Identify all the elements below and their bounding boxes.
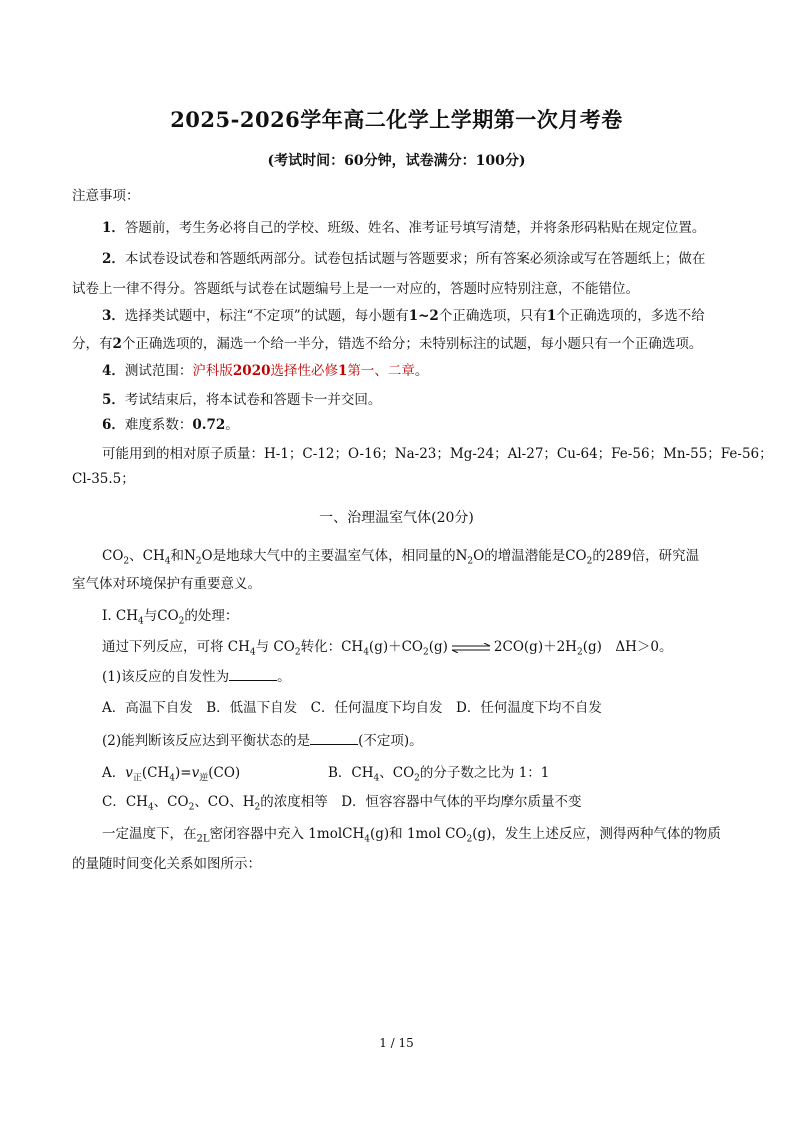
question-2 [102, 729, 423, 749]
note-5-text: 考试结束后，将本试卷和答题卡一并交回。 [124, 392, 382, 408]
sub-4: 4 [138, 616, 144, 627]
atomic-mass-line-1: 可能用到的相对原子质量：H-1；C-12；O-16；Na-23；Mg-24；Al-27；Cu-64；Fe-56；Mn-55；Fe-56； [102, 446, 773, 462]
option-b-b: 、CO [379, 765, 415, 781]
question-2-option-a [102, 761, 240, 784]
note-3-text-a1: 选择类试题中，标注“不定项”的试题，每小题有 [124, 308, 409, 324]
final-line-1 [102, 822, 721, 845]
intro-line-2: 室气体对环境保护有重要意义。 [72, 576, 261, 592]
option-b-a: B．CH [328, 765, 374, 781]
answer-blank[interactable] [229, 668, 277, 681]
note-4-end: 。 [414, 363, 429, 379]
note-2-number: 2． [102, 251, 125, 267]
note-2-line-1 [102, 247, 705, 267]
note-4 [102, 359, 428, 379]
question-2-text: (2)能判断该反应达到平衡状态的是 [102, 733, 311, 749]
note-3-bold-1: 1~2 [408, 308, 439, 324]
reaction-m1: 与 CO [255, 639, 295, 655]
note-2-text-a: 本试卷设试卷和答题纸两部分。试卷包括试题与答题要求；所有答案必须涂或写在答题纸上；做在 [124, 251, 706, 267]
option-a-label: A． [102, 765, 126, 781]
sub-2: 2 [414, 773, 420, 784]
note-4-scope-3: 第一、二章 [347, 363, 415, 379]
note-4-scope-2: 选择性必修 [270, 363, 338, 379]
sub-4: 4 [373, 773, 380, 784]
sub-2: 2 [467, 556, 474, 567]
notes-heading: 注意事项： [72, 188, 140, 204]
exam-subtitle: (考试时间：60分钟，试卷满分：100分) [267, 153, 526, 169]
intro-ch4: 、CH [129, 548, 165, 564]
option-c-b: 、CO [153, 794, 189, 810]
sub-2: 2 [254, 802, 261, 813]
note-3-bold-2: 1 [546, 308, 557, 324]
question-1-end: 。 [277, 669, 291, 685]
rate-symbol: v [191, 765, 200, 781]
reaction-m2: 转化：CH [300, 639, 364, 655]
question-1 [102, 665, 291, 685]
note-3-line-2 [72, 332, 702, 352]
note-5-number: 5． [102, 392, 125, 408]
intro-text-a: O是地球大气中的主要温室气体，相同量的N [201, 548, 468, 564]
note-6-text: 难度系数： [124, 417, 193, 433]
final-c: (g)和 1mol CO [369, 826, 467, 842]
option-b-c: 的分子数之比为 1：1 [419, 765, 550, 781]
part-1-heading [102, 604, 238, 627]
option-c-c: 、CO、H [194, 794, 255, 810]
note-3-text-b1: 分，有 [72, 336, 113, 352]
note-4-scope-1: 沪科版 [192, 363, 233, 379]
sub-2: 2 [178, 616, 185, 627]
atomic-mass-line-2: Cl-35.5； [72, 471, 135, 487]
note-3-bold-3: 2 [112, 336, 122, 352]
note-4-text: 测试范围： [124, 363, 193, 379]
sub-4: 4 [249, 647, 256, 658]
sub-2: 2 [466, 834, 473, 845]
note-6-end: 。 [225, 417, 239, 433]
final-d: (g)，发生上述反应，测得两种气体的物质 [472, 826, 721, 842]
sub-2: 2 [576, 647, 583, 658]
question-1-text: (1)该反应的自发性为 [102, 669, 230, 685]
option-a-b: (CH [141, 765, 170, 781]
sub-4: 4 [169, 773, 176, 784]
final-b: 密闭容器中充入 1molCH [209, 826, 365, 842]
note-6-number: 6． [102, 417, 125, 433]
sub-4: 4 [363, 647, 369, 658]
rate-symbol: v [125, 765, 133, 781]
sub-2: 2 [123, 556, 130, 567]
sub-4: 4 [147, 802, 154, 813]
note-3-text-a3: 个正确选项的，多选不给 [556, 308, 705, 324]
exam-title: 2025-2026学年高二化学上学期第一次月考卷 [170, 107, 623, 132]
equilibrium-arrow-icon [450, 643, 492, 653]
reaction-m6: (g) ΔH＞0。 [582, 639, 673, 655]
note-4-scope-vol: 1 [337, 363, 348, 379]
note-4-number: 4． [102, 363, 125, 379]
part-1-a: I. CH [102, 608, 139, 624]
reaction-m4: (g) [428, 639, 448, 655]
question-1-options: A．高温下自发 B．低温下自发 C．任何温度下均自发 D．任何温度下均不自发 [102, 700, 602, 716]
option-a-d: (CO) [208, 765, 241, 781]
note-3-text-a2: 个正确选项，只有 [438, 308, 547, 324]
intro-line-1 [102, 544, 699, 567]
sub-4: 4 [364, 834, 370, 845]
note-2-line-2: 试卷上一律不得分。答题纸与试卷在试题编号上是一一对应的，答题时应特别注意，不能错位。 [72, 281, 639, 297]
final-line-2: 的量随时间变化关系如图所示： [72, 856, 261, 872]
note-5 [102, 388, 381, 408]
section-title: 一、治理温室气体(20分) [319, 510, 474, 526]
note-4-scope-year: 2020 [232, 363, 271, 379]
intro-text-b: O的增温潜能是CO [473, 548, 587, 564]
reverse-sub: 逆 [199, 773, 209, 784]
forward-sub: 正 [132, 773, 142, 784]
sub-2: 2 [195, 556, 202, 567]
note-6 [102, 413, 239, 433]
reaction-line [102, 635, 672, 658]
question-2-option-b [328, 761, 549, 784]
answer-blank[interactable] [310, 732, 358, 745]
final-a: 一定温度下，在 [102, 826, 197, 842]
question-2-options-cd [102, 790, 582, 813]
option-c-a: C．CH [102, 794, 148, 810]
reaction-pre: 通过下列反应，可将 CH [102, 639, 250, 655]
note-3-line-1 [102, 304, 705, 324]
note-1-text: 答题前，考生务必将自己的学校、班级、姓名、准考证号填写清楚，并将条形码粘贴在规定位置。 [124, 220, 706, 236]
intro-co2-a: CO [102, 548, 124, 564]
sub-4: 4 [164, 556, 171, 567]
option-c-d: 的浓度相等 D．恒容容器中气体的平均摩尔质量不变 [260, 794, 582, 810]
sub-2: 2 [188, 802, 195, 813]
page-number: 1 / 15 [379, 1036, 414, 1050]
intro-n2o-a: 和N [170, 548, 196, 564]
reaction-m5: 2CO(g)＋2H [493, 639, 577, 655]
question-2-end: (不定项)。 [358, 733, 423, 749]
note-3-text-b2: 个正确选项的，漏选一个给一半分，错选不给分；未特别标注的试题，每小题只有一个正确选项。 [121, 336, 703, 352]
note-1-number: 1． [102, 220, 125, 236]
reaction-m3: (g)＋CO [368, 639, 423, 655]
sub-2: 2 [586, 556, 593, 567]
note-6-value: 0.72 [192, 417, 226, 433]
volume-sub: 2L [196, 833, 210, 845]
intro-text-c: 的289倍，研究温 [592, 548, 700, 564]
note-3-number: 3． [102, 308, 125, 324]
note-1 [102, 216, 705, 236]
sub-2: 2 [294, 647, 301, 658]
sub-2: 2 [423, 647, 429, 658]
part-1-b: 与CO [143, 608, 179, 624]
part-1-c: 的处理： [184, 608, 239, 624]
option-a-c: )= [175, 765, 192, 781]
